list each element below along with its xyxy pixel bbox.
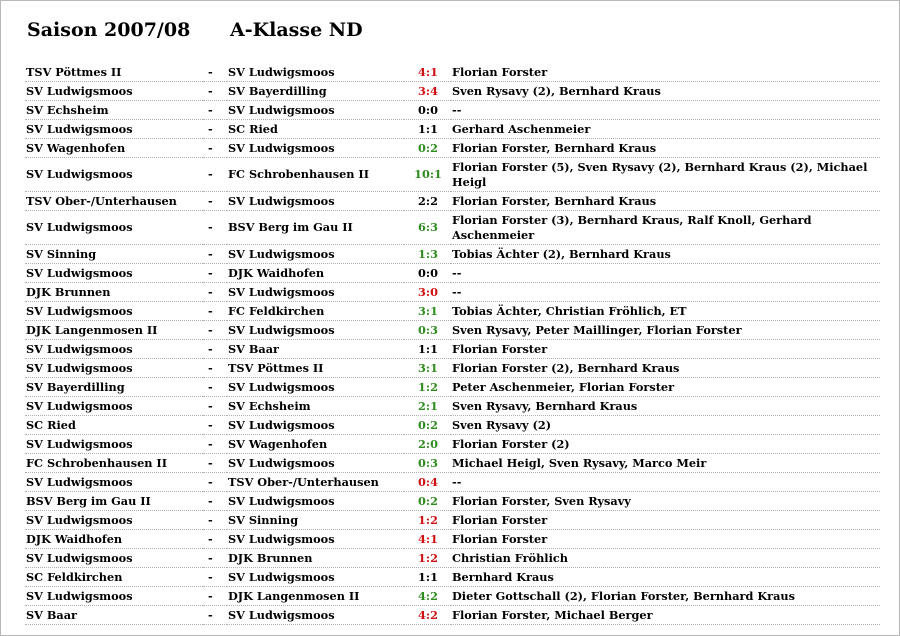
away-team: SV Bayerdilling xyxy=(227,82,404,101)
home-team: SC Ried xyxy=(25,416,203,435)
home-team: SV Ludwigsmoos xyxy=(25,549,203,568)
match-score: 3:4 xyxy=(404,82,451,101)
goal-scorers: Christian Fröhlich xyxy=(451,549,880,568)
away-team: SV Ludwigsmoos xyxy=(227,101,404,120)
match-score: 0:0 xyxy=(404,264,451,283)
separator-dash: - xyxy=(203,606,227,625)
separator-dash: - xyxy=(203,378,227,397)
away-team: DJK Brunnen xyxy=(227,549,404,568)
match-row xyxy=(25,416,880,435)
match-row xyxy=(25,321,880,340)
goal-scorers: Florian Forster (5), Sven Rysavy (2), Bernhard Kraus (2), Michael Heigl xyxy=(451,158,880,192)
match-row xyxy=(25,101,880,120)
away-team: SV Baar xyxy=(227,340,404,359)
match-score: 2:0 xyxy=(404,435,451,454)
goal-scorers: -- xyxy=(451,473,880,492)
page-header xyxy=(27,19,363,41)
home-team: SV Ludwigsmoos xyxy=(25,211,203,245)
match-row xyxy=(25,587,880,606)
home-team: SV Ludwigsmoos xyxy=(25,587,203,606)
separator-dash: - xyxy=(203,63,227,82)
goal-scorers: Peter Aschenmeier, Florian Forster xyxy=(451,378,880,397)
match-score: 3:1 xyxy=(404,302,451,321)
match-row xyxy=(25,530,880,549)
separator-dash: - xyxy=(203,587,227,606)
match-score: 2:2 xyxy=(404,192,451,211)
goal-scorers: Florian Forster, Bernhard Kraus xyxy=(451,139,880,158)
home-team: TSV Pöttmes II xyxy=(25,63,203,82)
match-score: 4:2 xyxy=(404,587,451,606)
match-row xyxy=(25,435,880,454)
match-row xyxy=(25,63,880,82)
separator-dash: - xyxy=(203,139,227,158)
home-team: DJK Langenmosen II xyxy=(25,321,203,340)
away-team: TSV Ober-/Unterhausen xyxy=(227,473,404,492)
home-team: SV Ludwigsmoos xyxy=(25,264,203,283)
separator-dash: - xyxy=(203,492,227,511)
match-row xyxy=(25,340,880,359)
match-score: 0:3 xyxy=(404,321,451,340)
home-team: SV Ludwigsmoos xyxy=(25,120,203,139)
separator-dash: - xyxy=(203,435,227,454)
goal-scorers: Florian Forster (2), Bernhard Kraus xyxy=(451,359,880,378)
goal-scorers: Sven Rysavy (2), Bernhard Kraus xyxy=(451,82,880,101)
match-row xyxy=(25,211,880,245)
away-team: SV Ludwigsmoos xyxy=(227,245,404,264)
match-row xyxy=(25,378,880,397)
separator-dash: - xyxy=(203,192,227,211)
separator-dash: - xyxy=(203,359,227,378)
match-row xyxy=(25,302,880,321)
match-score: 10:1 xyxy=(404,158,451,192)
goal-scorers: Florian Forster xyxy=(451,63,880,82)
match-row xyxy=(25,454,880,473)
home-team: SV Ludwigsmoos xyxy=(25,340,203,359)
match-score: 4:2 xyxy=(404,606,451,625)
separator-dash: - xyxy=(203,416,227,435)
home-team: DJK Waidhofen xyxy=(25,530,203,549)
away-team: SV Ludwigsmoos xyxy=(227,283,404,302)
match-row xyxy=(25,192,880,211)
match-score: 3:0 xyxy=(404,283,451,302)
match-score: 1:3 xyxy=(404,245,451,264)
separator-dash: - xyxy=(203,158,227,192)
separator-dash: - xyxy=(203,549,227,568)
home-team: SV Ludwigsmoos xyxy=(25,82,203,101)
goal-scorers: Sven Rysavy (2) xyxy=(451,416,880,435)
away-team: DJK Waidhofen xyxy=(227,264,404,283)
away-team: SV Echsheim xyxy=(227,397,404,416)
match-row xyxy=(25,158,880,192)
match-score: 0:2 xyxy=(404,492,451,511)
away-team: SC Ried xyxy=(227,120,404,139)
away-team: SV Sinning xyxy=(227,511,404,530)
goal-scorers: Sven Rysavy, Bernhard Kraus xyxy=(451,397,880,416)
away-team: FC Schrobenhausen II xyxy=(227,158,404,192)
goal-scorers: -- xyxy=(451,101,880,120)
separator-dash: - xyxy=(203,101,227,120)
match-score: 0:2 xyxy=(404,416,451,435)
match-score: 3:1 xyxy=(404,359,451,378)
separator-dash: - xyxy=(203,321,227,340)
match-row xyxy=(25,283,880,302)
match-score: 4:1 xyxy=(404,530,451,549)
away-team: SV Ludwigsmoos xyxy=(227,192,404,211)
away-team: SV Ludwigsmoos xyxy=(227,568,404,587)
away-team: SV Ludwigsmoos xyxy=(227,139,404,158)
match-score: 6:3 xyxy=(404,211,451,245)
match-row xyxy=(25,264,880,283)
home-team: SV Ludwigsmoos xyxy=(25,435,203,454)
match-score: 1:2 xyxy=(404,511,451,530)
home-team: BSV Berg im Gau II xyxy=(25,492,203,511)
away-team: FC Feldkirchen xyxy=(227,302,404,321)
home-team: SV Baar xyxy=(25,606,203,625)
match-score: 0:3 xyxy=(404,454,451,473)
goal-scorers: Tobias Ächter (2), Bernhard Kraus xyxy=(451,245,880,264)
home-team: SV Echsheim xyxy=(25,101,203,120)
goal-scorers: Sven Rysavy, Peter Maillinger, Florian Forster xyxy=(451,321,880,340)
separator-dash: - xyxy=(203,511,227,530)
goal-scorers: Bernhard Kraus xyxy=(451,568,880,587)
match-row xyxy=(25,549,880,568)
home-team: SC Feldkirchen xyxy=(25,568,203,587)
match-score: 0:4 xyxy=(404,473,451,492)
home-team: SV Ludwigsmoos xyxy=(25,511,203,530)
match-score: 1:1 xyxy=(404,340,451,359)
home-team: SV Sinning xyxy=(25,245,203,264)
home-team: TSV Ober-/Unterhausen xyxy=(25,192,203,211)
match-row xyxy=(25,473,880,492)
away-team: SV Wagenhofen xyxy=(227,435,404,454)
goal-scorers: Florian Forster xyxy=(451,511,880,530)
separator-dash: - xyxy=(203,264,227,283)
match-score: 1:2 xyxy=(404,549,451,568)
goal-scorers: Florian Forster, Bernhard Kraus xyxy=(451,192,880,211)
match-score: 1:1 xyxy=(404,120,451,139)
home-team: SV Ludwigsmoos xyxy=(25,158,203,192)
goal-scorers: Florian Forster (2) xyxy=(451,435,880,454)
match-row xyxy=(25,511,880,530)
goal-scorers: Florian Forster, Sven Rysavy xyxy=(451,492,880,511)
separator-dash: - xyxy=(203,283,227,302)
separator-dash: - xyxy=(203,340,227,359)
season-title: Saison 2007/08 xyxy=(27,19,191,41)
goal-scorers: Florian Forster xyxy=(451,340,880,359)
away-team: SV Ludwigsmoos xyxy=(227,606,404,625)
match-score: 4:1 xyxy=(404,63,451,82)
home-team: SV Ludwigsmoos xyxy=(25,473,203,492)
goal-scorers: Florian Forster xyxy=(451,530,880,549)
goal-scorers: Gerhard Aschenmeier xyxy=(451,120,880,139)
away-team: SV Ludwigsmoos xyxy=(227,530,404,549)
separator-dash: - xyxy=(203,82,227,101)
match-row xyxy=(25,120,880,139)
match-score: 2:1 xyxy=(404,397,451,416)
separator-dash: - xyxy=(203,454,227,473)
home-team: FC Schrobenhausen II xyxy=(25,454,203,473)
match-score: 0:2 xyxy=(404,139,451,158)
goal-scorers: Tobias Ächter, Christian Fröhlich, ET xyxy=(451,302,880,321)
home-team: SV Bayerdilling xyxy=(25,378,203,397)
away-team: SV Ludwigsmoos xyxy=(227,492,404,511)
away-team: SV Ludwigsmoos xyxy=(227,63,404,82)
league-title: A-Klasse ND xyxy=(230,19,363,41)
separator-dash: - xyxy=(203,473,227,492)
match-score: 1:1 xyxy=(404,568,451,587)
away-team: SV Ludwigsmoos xyxy=(227,416,404,435)
match-row xyxy=(25,359,880,378)
home-team: SV Ludwigsmoos xyxy=(25,397,203,416)
separator-dash: - xyxy=(203,530,227,549)
away-team: SV Ludwigsmoos xyxy=(227,321,404,340)
home-team: SV Wagenhofen xyxy=(25,139,203,158)
results-table xyxy=(25,63,880,625)
away-team: DJK Langenmosen II xyxy=(227,587,404,606)
goal-scorers: Florian Forster, Michael Berger xyxy=(451,606,880,625)
goal-scorers: -- xyxy=(451,283,880,302)
match-row xyxy=(25,245,880,264)
home-team: SV Ludwigsmoos xyxy=(25,359,203,378)
match-score: 1:2 xyxy=(404,378,451,397)
goal-scorers: Michael Heigl, Sven Rysavy, Marco Meir xyxy=(451,454,880,473)
match-row xyxy=(25,139,880,158)
match-row xyxy=(25,492,880,511)
away-team: SV Ludwigsmoos xyxy=(227,454,404,473)
separator-dash: - xyxy=(203,211,227,245)
away-team: SV Ludwigsmoos xyxy=(227,378,404,397)
goal-scorers: Dieter Gottschall (2), Florian Forster, Bernhard Kraus xyxy=(451,587,880,606)
goal-scorers: -- xyxy=(451,264,880,283)
match-row xyxy=(25,82,880,101)
separator-dash: - xyxy=(203,568,227,587)
separator-dash: - xyxy=(203,245,227,264)
results-body xyxy=(25,63,880,625)
match-score: 0:0 xyxy=(404,101,451,120)
away-team: BSV Berg im Gau II xyxy=(227,211,404,245)
match-row xyxy=(25,606,880,625)
goal-scorers: Florian Forster (3), Bernhard Kraus, Ralf Knoll, Gerhard Aschenmeier xyxy=(451,211,880,245)
home-team: DJK Brunnen xyxy=(25,283,203,302)
away-team: TSV Pöttmes II xyxy=(227,359,404,378)
separator-dash: - xyxy=(203,397,227,416)
separator-dash: - xyxy=(203,302,227,321)
match-row xyxy=(25,397,880,416)
separator-dash: - xyxy=(203,120,227,139)
match-row xyxy=(25,568,880,587)
home-team: SV Ludwigsmoos xyxy=(25,302,203,321)
